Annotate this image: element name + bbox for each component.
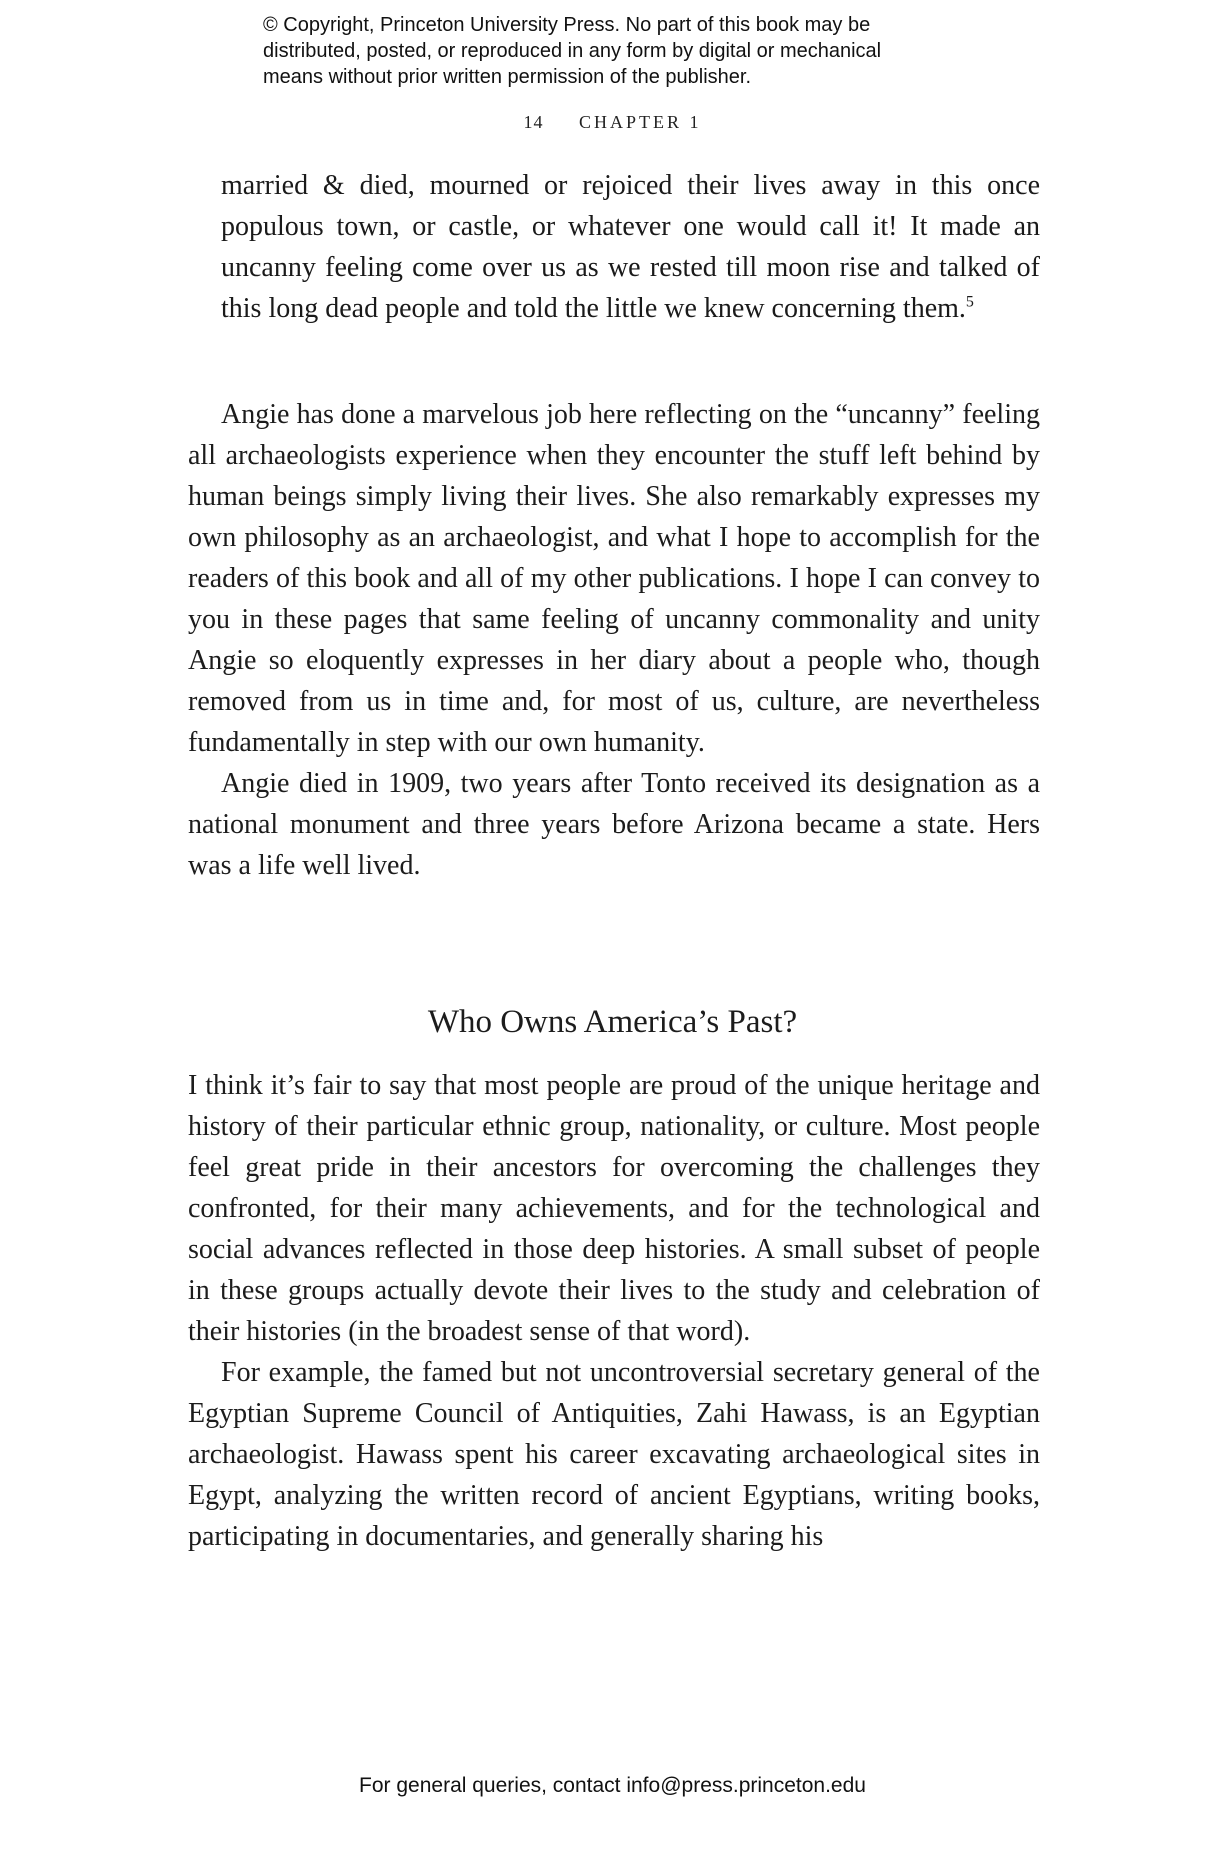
body-text — [188, 394, 1040, 886]
copyright-line: means without prior written permission of the publisher. — [263, 66, 752, 88]
quote-paragraph — [221, 165, 1040, 329]
section-heading: Who Owns America’s Past? — [427, 1004, 798, 1040]
copyright-line: distributed, posted, or reproduced in any form by digital or mechanical — [263, 40, 882, 62]
copyright-notice — [263, 12, 1023, 90]
chapter-label: CHAPTER 1 — [578, 112, 702, 132]
block-quote — [221, 165, 1040, 329]
section-paragraph: For example, the famed but not uncontroversial secretary general of the Egyptian Supreme Council of Antiquities, Zahi Hawass, is an Egyptian archaeologist. Hawass spent his career excavating archaeological sites in Egypt, analyzing the written record of ancient Egyptians, writing books, participating in documentaries, and generally sharing his — [188, 1357, 1040, 1552]
section-text — [188, 1065, 1040, 1557]
footnote-reference: 5 — [965, 293, 974, 311]
section-paragraph: I think it’s fair to say that most people are proud of the unique heritage and history of their particular ethnic group, nationality, or culture. Most people feel great pride in their ancestors for overcoming the challenges they confronted, for their many achievements, and for the technological and social advances reflected in those deep histories. A small subset of people in these groups actually devote their lives to the study and celebration of their histories (in the broadest sense of that word). — [188, 1070, 1040, 1347]
body-paragraph: Angie has done a marvelous job here reflecting on the “uncanny” feeling all archaeologists experience when they encounter the stuff left behind by human beings simply living their lives. She also remarkably expresses my own philosophy as an archaeologist, and what I hope to accomplish for the readers of this book and all of my other publications. I hope I can convey to you in these pages that same feeling of uncanny commonality and unity Angie so eloquently expresses in her diary about a people who, though removed from us in time and, for most of us, culture, are nevertheless fundamentally in step with our own humanity. — [188, 399, 1040, 758]
copyright-line: © Copyright, Princeton University Press. No part of this book may be — [263, 14, 871, 36]
body-paragraph: Angie died in 1909, two years after Tonto received its designation as a national monument and three years before Arizona became a state. Hers was a life well lived. — [188, 768, 1040, 881]
running-head — [0, 112, 1225, 133]
quote-text: married & died, mourned or rejoiced their lives away in this once populous town, or castle, or whatever one would call it! It made an uncanny feeling come over us as we rested till moon rise and talked of this long dead people and told the little we knew concerning them. — [221, 170, 1040, 324]
footer-contact: For general queries, contact info@press.princeton.edu — [359, 1774, 866, 1797]
page-number: 14 — [523, 112, 544, 132]
